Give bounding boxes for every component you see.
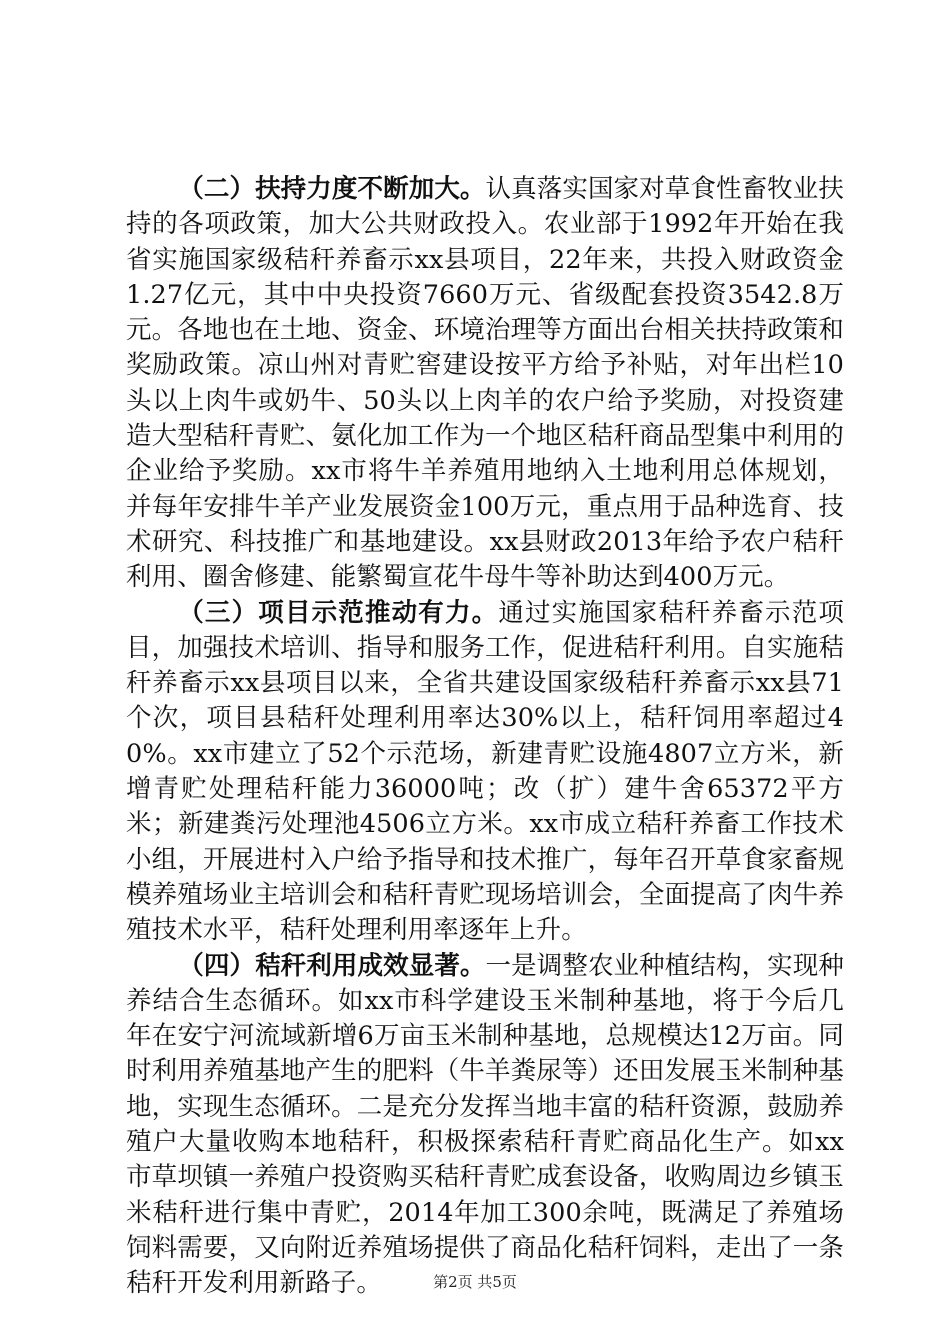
page-number-footer: 第2页 共5页 bbox=[433, 1273, 517, 1291]
paragraph-straw-utilization bbox=[126, 949, 844, 1302]
paragraph-text: 认真落实国家对草食性畜牧业扶持的各项政策，加大公共财政投入。农业部于1992年开始在我省实施国家级秸秆养畜示xx县项目，22年来，共投入财政资金1.27亿元，其中中央投资7660万元、省级配套投资3542.8万元。各地也在土地、资金、环境治理等方面出台相关扶持政策和奖励政策。凉山州对青贮窖建设按平方给予补贴，对年出栏10头以上肉牛或奶牛、50头以上肉羊的农户给予奖励，对投资建造大型秸秆青贮、氨化加工作为一个地区秸秆商品型集中利用的企业给予奖励。xx市将牛羊养殖用地纳入土地利用总体规划，并每年安排牛羊产业发展资金100万元，重点用于品种选育、技术研究、科技推广和基地建设。xx县财政2013年给予农户秸秆利用、圈舍修建、能繁蜀宣花牛母牛等补助达到400万元。 bbox=[126, 174, 844, 593]
paragraph-heading: （四）秸秆利用成效显著。 bbox=[178, 950, 486, 981]
paragraph-text: 通过实施国家秸秆养畜示范项目，加强技术培训、指导和服务工作，促进秸秆利用。自实施秸秆养畜示xx县项目以来，全省共建设国家级秸秆养畜示xx县71个次，项目县秸秆处理利用率达30%以上，秸秆饲用率超过40%。xx市建立了52个示范场，新建青贮设施4807立方米，新增青贮处理秸秆能力36000吨；改（扩）建牛舍65372平方米；新建粪污处理池4506立方米。xx市成立秸秆养畜工作技术小组，开展进村入户给予指导和技术推广，每年召开草食家畜规模养殖场业主培训会和秸秆青贮现场培训会，全面提高了肉牛养殖技术水平，秸秆处理利用率逐年上升。 bbox=[126, 597, 844, 946]
paragraph-heading: （三）项目示范推动有力。 bbox=[178, 597, 499, 628]
paragraph-heading: （二）扶持力度不断加大。 bbox=[178, 174, 486, 204]
paragraph-demonstration-projects bbox=[126, 596, 844, 949]
paragraph-text: 一是调整农业种植结构，实现种养结合生态循环。如xx市科学建设玉米制种基地，将于今后几年在安宁河流域新增6万亩玉米制种基地，总规模达12万亩。同时利用养殖基地产生的肥料（牛羊粪尿等）还田发展玉米制种基地，实现生态循环。二是充分发挥当地丰富的秸秆资源，鼓励养殖户大量收购本地秸秆，积极探索秸秆青贮商品化生产。如xx市草坝镇一养殖户投资购买秸秆青贮成套设备，收购周边乡镇玉米秸秆进行集中青贮，2014年加工300余吨，既满足了养殖场饲料需要，又向附近养殖场提供了商品化秸秆饲料，走出了一条秸秆开发利用新路子。 bbox=[126, 950, 844, 1299]
paragraph-support-policy bbox=[126, 172, 844, 596]
document-body bbox=[126, 172, 844, 1302]
